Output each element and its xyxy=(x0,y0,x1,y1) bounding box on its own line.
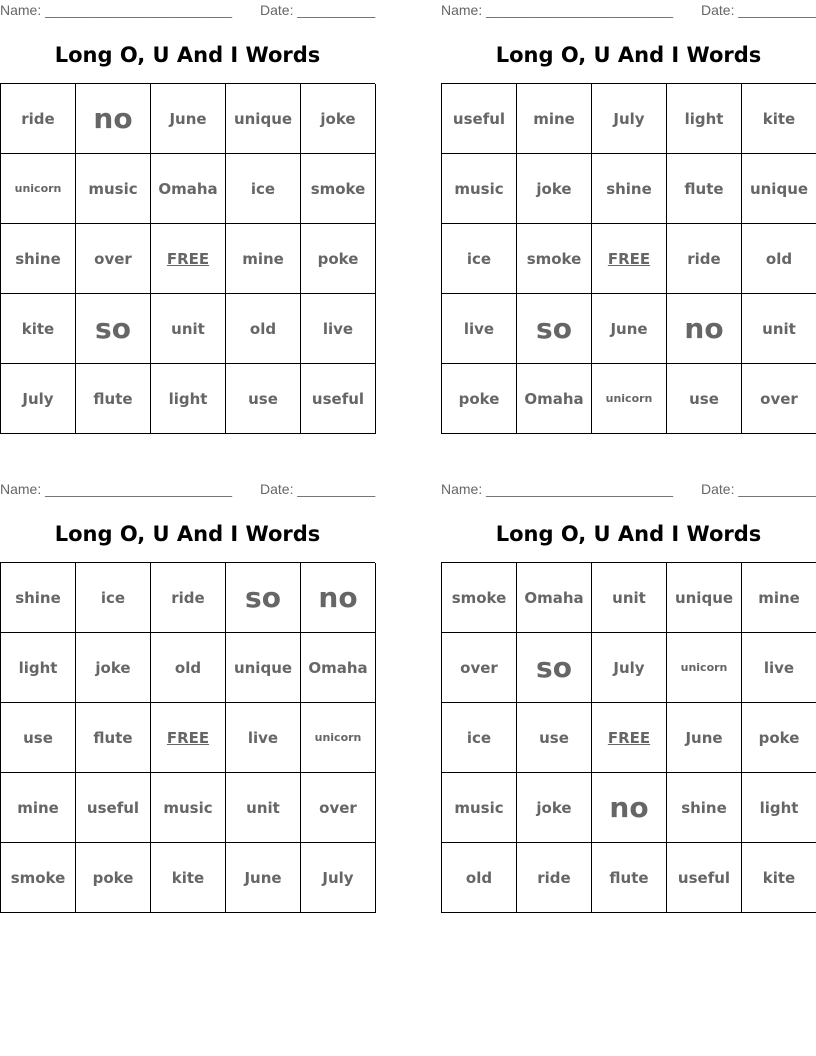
bingo-cell: poke xyxy=(742,703,816,773)
bingo-cell: shine xyxy=(592,154,667,224)
bingo-cell: kite xyxy=(742,84,816,154)
bingo-cell: Omaha xyxy=(517,563,592,633)
bingo-cell: unique xyxy=(226,84,301,154)
bingo-cell: shine xyxy=(667,773,742,843)
bingo-cell: live xyxy=(742,633,816,703)
free-space-cell: FREE xyxy=(592,703,667,773)
bingo-cell: over xyxy=(442,633,517,703)
bingo-cell: use xyxy=(1,703,76,773)
bingo-cell: light xyxy=(742,773,816,843)
bingo-cell: Omaha xyxy=(517,364,592,434)
bingo-cell: shine xyxy=(1,563,76,633)
bingo-cell: smoke xyxy=(442,563,517,633)
bingo-cell: unique xyxy=(667,563,742,633)
name-field: Name: ________________________ xyxy=(441,2,673,18)
card-header xyxy=(0,479,375,499)
bingo-cell: light xyxy=(151,364,226,434)
date-field: Date: __________ xyxy=(260,2,376,18)
bingo-cell: kite xyxy=(151,843,226,913)
bingo-cell: smoke xyxy=(1,843,76,913)
bingo-cell: poke xyxy=(301,224,376,294)
card-title: Long O, U And I Words xyxy=(54,43,321,67)
bingo-cell: joke xyxy=(517,154,592,224)
bingo-cell: unicorn xyxy=(301,703,376,773)
bingo-cell: joke xyxy=(76,633,151,703)
card-title: Long O, U And I Words xyxy=(495,43,762,67)
bingo-cell: flute xyxy=(592,843,667,913)
bingo-cell: old xyxy=(151,633,226,703)
name-field: Name: ________________________ xyxy=(0,481,232,497)
bingo-cell: mine xyxy=(1,773,76,843)
date-field: Date: __________ xyxy=(260,481,376,497)
bingo-cell: old xyxy=(742,224,816,294)
bingo-cell: light xyxy=(1,633,76,703)
bingo-cell: music xyxy=(151,773,226,843)
bingo-cell: live xyxy=(442,294,517,364)
bingo-cell: no xyxy=(592,773,667,843)
date-field: Date: __________ xyxy=(701,481,816,497)
bingo-grid xyxy=(0,562,375,913)
bingo-cell: no xyxy=(301,563,376,633)
bingo-cell: ice xyxy=(76,563,151,633)
bingo-cell: Omaha xyxy=(151,154,226,224)
card-title: Long O, U And I Words xyxy=(495,522,762,546)
bingo-cell: use xyxy=(226,364,301,434)
name-field: Name: ________________________ xyxy=(441,481,673,497)
bingo-cell: light xyxy=(667,84,742,154)
bingo-cell: June xyxy=(151,84,226,154)
bingo-cell: kite xyxy=(1,294,76,364)
bingo-cell: old xyxy=(226,294,301,364)
bingo-cell: June xyxy=(592,294,667,364)
card-header xyxy=(441,479,816,499)
bingo-cell: unique xyxy=(226,633,301,703)
bingo-cell: so xyxy=(517,294,592,364)
date-field: Date: __________ xyxy=(701,2,816,18)
bingo-cell: flute xyxy=(76,703,151,773)
bingo-cell: use xyxy=(517,703,592,773)
bingo-cell: music xyxy=(442,773,517,843)
bingo-cell: poke xyxy=(442,364,517,434)
bingo-cell: useful xyxy=(442,84,517,154)
bingo-cell: over xyxy=(301,773,376,843)
bingo-cell: useful xyxy=(76,773,151,843)
bingo-cell: flute xyxy=(76,364,151,434)
bingo-cell: so xyxy=(517,633,592,703)
free-space-cell: FREE xyxy=(151,224,226,294)
name-field: Name: ________________________ xyxy=(0,2,232,18)
bingo-cell: useful xyxy=(667,843,742,913)
bingo-grid xyxy=(441,83,816,434)
bingo-cell: ride xyxy=(667,224,742,294)
bingo-cell: ride xyxy=(517,843,592,913)
bingo-cell: June xyxy=(667,703,742,773)
bingo-cell: over xyxy=(76,224,151,294)
bingo-cell: old xyxy=(442,843,517,913)
bingo-cell: unit xyxy=(592,563,667,633)
bingo-cell: mine xyxy=(742,563,816,633)
bingo-cell: unique xyxy=(742,154,816,224)
bingo-grid xyxy=(0,83,375,434)
bingo-cell: no xyxy=(76,84,151,154)
bingo-cell: poke xyxy=(76,843,151,913)
bingo-cell: ride xyxy=(151,563,226,633)
bingo-cell: so xyxy=(76,294,151,364)
bingo-cell: music xyxy=(442,154,517,224)
card-header xyxy=(0,0,375,20)
bingo-cell: unicorn xyxy=(667,633,742,703)
bingo-cell: ride xyxy=(1,84,76,154)
bingo-cell: ice xyxy=(442,703,517,773)
bingo-cell: June xyxy=(226,843,301,913)
bingo-cell: mine xyxy=(517,84,592,154)
bingo-cell: July xyxy=(1,364,76,434)
bingo-cell: flute xyxy=(667,154,742,224)
bingo-cell: shine xyxy=(1,224,76,294)
bingo-cell: no xyxy=(667,294,742,364)
card-title: Long O, U And I Words xyxy=(54,522,321,546)
bingo-cell: joke xyxy=(517,773,592,843)
bingo-cell: over xyxy=(742,364,816,434)
bingo-cell: smoke xyxy=(517,224,592,294)
free-space-cell: FREE xyxy=(151,703,226,773)
bingo-cell: mine xyxy=(226,224,301,294)
bingo-cell: unicorn xyxy=(1,154,76,224)
card-header xyxy=(441,0,816,20)
bingo-cell: live xyxy=(301,294,376,364)
bingo-cell: useful xyxy=(301,364,376,434)
bingo-cell: unicorn xyxy=(592,364,667,434)
bingo-cell: July xyxy=(592,633,667,703)
bingo-cell: use xyxy=(667,364,742,434)
bingo-cell: ice xyxy=(442,224,517,294)
bingo-cell: ice xyxy=(226,154,301,224)
bingo-cell: unit xyxy=(742,294,816,364)
bingo-cell: live xyxy=(226,703,301,773)
bingo-cell: so xyxy=(226,563,301,633)
bingo-cell: July xyxy=(592,84,667,154)
bingo-cell: Omaha xyxy=(301,633,376,703)
bingo-cell: unit xyxy=(151,294,226,364)
free-space-cell: FREE xyxy=(592,224,667,294)
bingo-cell: music xyxy=(76,154,151,224)
bingo-cell: July xyxy=(301,843,376,913)
bingo-grid xyxy=(441,562,816,913)
bingo-cell: smoke xyxy=(301,154,376,224)
bingo-cell: kite xyxy=(742,843,816,913)
bingo-cell: joke xyxy=(301,84,376,154)
bingo-cell: unit xyxy=(226,773,301,843)
